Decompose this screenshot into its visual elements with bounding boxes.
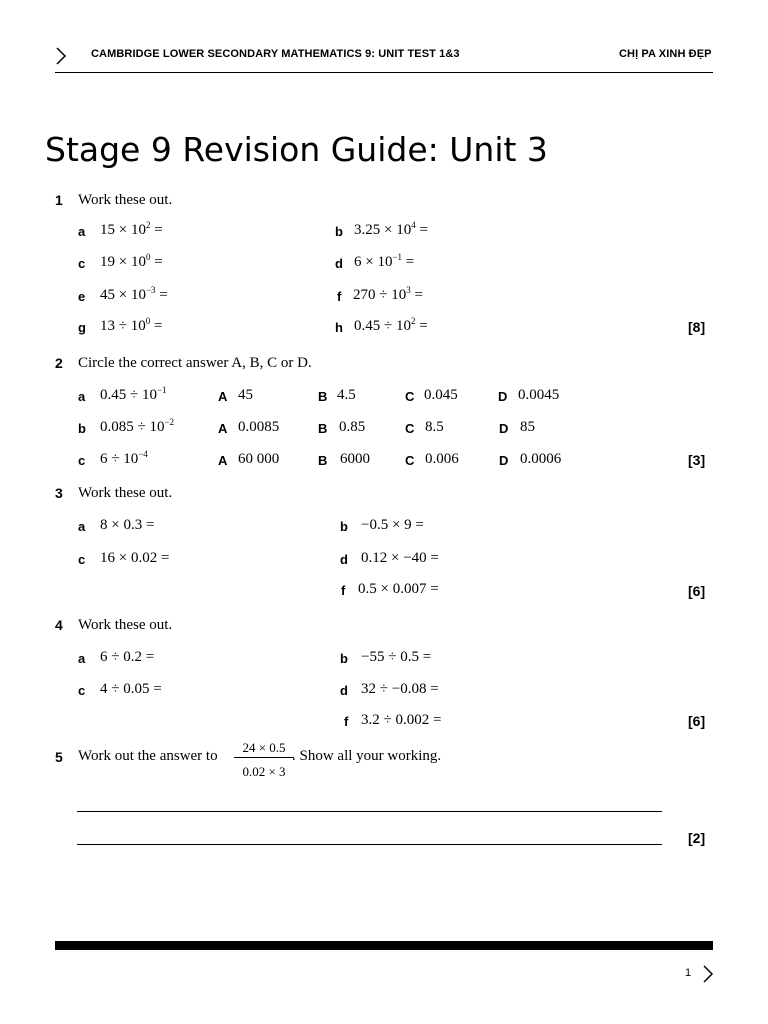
item-label: e	[78, 289, 86, 304]
item-label: a	[78, 224, 86, 239]
option-letter[interactable]: A	[218, 421, 228, 436]
option-letter[interactable]: C	[405, 453, 415, 468]
header-author: CHỊ PA XINH ĐẸP	[619, 48, 712, 60]
question-text: Circle the correct answer A, B, C or D.	[78, 355, 312, 371]
option-letter[interactable]: D	[498, 389, 508, 404]
answer-line[interactable]	[77, 811, 662, 812]
option-letter[interactable]: C	[405, 389, 415, 404]
item-expression: −0.5 × 9 =	[361, 517, 424, 533]
question-number: 1	[55, 192, 63, 208]
item-expression: $15 \times 10^2$ =	[100, 220, 163, 238]
item-expression: $0.45 \div 10^2$ =	[354, 316, 428, 334]
question-number: 5	[55, 749, 63, 765]
option-value[interactable]: 0.85	[339, 419, 366, 435]
question-text: Work out the answer to	[78, 748, 218, 764]
marks-badge: [8]	[688, 319, 706, 335]
question-number: 4	[55, 617, 63, 633]
question-number: 3	[55, 485, 63, 501]
item-expression: $6 \times 10^{-1}$ =	[354, 252, 415, 270]
item-expression: $19 \times 10^0$ =	[100, 252, 163, 270]
option-letter[interactable]: D	[499, 453, 509, 468]
item-label: b	[340, 651, 348, 666]
item-expression: 8 × 0.3 =	[100, 517, 155, 533]
item-label: c	[78, 552, 86, 567]
option-letter[interactable]: B	[318, 421, 328, 436]
item-expression: 0.12 × −40 =	[361, 550, 439, 566]
item-label: a	[78, 389, 86, 404]
answer-line[interactable]	[77, 844, 662, 845]
question-text-continued: . Show all your working.	[292, 748, 442, 764]
item-label: d	[340, 552, 348, 567]
item-label: f	[341, 583, 346, 598]
item-label: b	[340, 519, 348, 534]
item-expression: $0.085 \div 10^{-2}$	[100, 417, 175, 435]
question-text: Work these out.	[78, 485, 173, 501]
item-label: a	[78, 519, 86, 534]
option-letter[interactable]: C	[405, 421, 415, 436]
page-title: Stage 9 Revision Guide: Unit 3	[45, 130, 548, 169]
item-expression: 0.5 × 0.007 =	[358, 581, 439, 597]
option-letter[interactable]: B	[318, 453, 328, 468]
item-expression: $0.45 \div 10^{-1}$	[100, 385, 167, 403]
option-letter[interactable]: A	[218, 389, 228, 404]
item-label: a	[78, 651, 86, 666]
header-rule	[55, 72, 713, 73]
item-label: b	[78, 421, 86, 436]
fraction	[234, 740, 294, 780]
chevron-right-icon	[55, 46, 67, 66]
marks-badge: [6]	[688, 713, 706, 729]
item-expression: 32 ÷ −0.08 =	[361, 681, 439, 697]
question-number: 2	[55, 355, 63, 371]
question-text: Work these out.	[78, 617, 173, 633]
item-label: f	[337, 289, 342, 304]
option-letter[interactable]: A	[218, 453, 228, 468]
item-expression: $13 \div 10^0$ =	[100, 316, 163, 334]
item-expression: $45 \times 10^{-3}$ =	[100, 285, 168, 303]
fraction-denominator: 0.02 × 3	[242, 764, 286, 779]
option-value[interactable]: 0.0045	[518, 387, 560, 403]
option-value[interactable]: 8.5	[425, 419, 444, 435]
chevron-right-icon	[702, 964, 714, 984]
item-expression: $6 \div 10^{-4}$	[100, 449, 148, 467]
item-expression: −55 ÷ 0.5 =	[361, 649, 432, 665]
footer-rule	[55, 941, 713, 950]
option-letter[interactable]: D	[499, 421, 509, 436]
item-label: b	[335, 224, 343, 239]
item-label: d	[340, 683, 348, 698]
item-label: g	[78, 320, 86, 335]
marks-badge: [2]	[688, 830, 706, 846]
option-value[interactable]: 4.5	[337, 387, 356, 403]
option-value[interactable]: 0.045	[424, 387, 458, 403]
item-expression: 3.2 ÷ 0.002 =	[361, 712, 442, 728]
header-title: CAMBRIDGE LOWER SECONDARY MATHEMATICS 9: UNIT TEST 1&3	[91, 48, 460, 60]
option-value[interactable]: 85	[520, 419, 535, 435]
item-expression: $3.25 \times 10^4$ =	[354, 220, 428, 238]
marks-badge: [3]	[688, 452, 706, 468]
item-label: c	[78, 453, 86, 468]
marks-badge: [6]	[688, 583, 706, 599]
item-label: c	[78, 256, 86, 271]
item-label: d	[335, 256, 343, 271]
item-label: h	[335, 320, 343, 335]
option-value[interactable]: 45	[238, 387, 253, 403]
item-label: c	[78, 683, 86, 698]
option-value[interactable]: 0.0006	[520, 451, 562, 467]
item-expression: 4 ÷ 0.05 =	[100, 681, 162, 697]
option-letter[interactable]: B	[318, 389, 328, 404]
option-value[interactable]: 6000	[340, 451, 370, 467]
item-expression: 16 × 0.02 =	[100, 550, 170, 566]
option-value[interactable]: 0.006	[425, 451, 459, 467]
item-expression: $270 \div 10^3$ =	[353, 285, 423, 303]
item-expression: 6 ÷ 0.2 =	[100, 649, 155, 665]
page-number: 1	[685, 967, 692, 979]
question-text: Work these out.	[78, 192, 173, 208]
fraction-numerator: 24 × 0.5	[234, 740, 294, 758]
option-value[interactable]: 0.0085	[238, 419, 280, 435]
option-value[interactable]: 60 000	[238, 451, 280, 467]
item-label: f	[344, 714, 349, 729]
